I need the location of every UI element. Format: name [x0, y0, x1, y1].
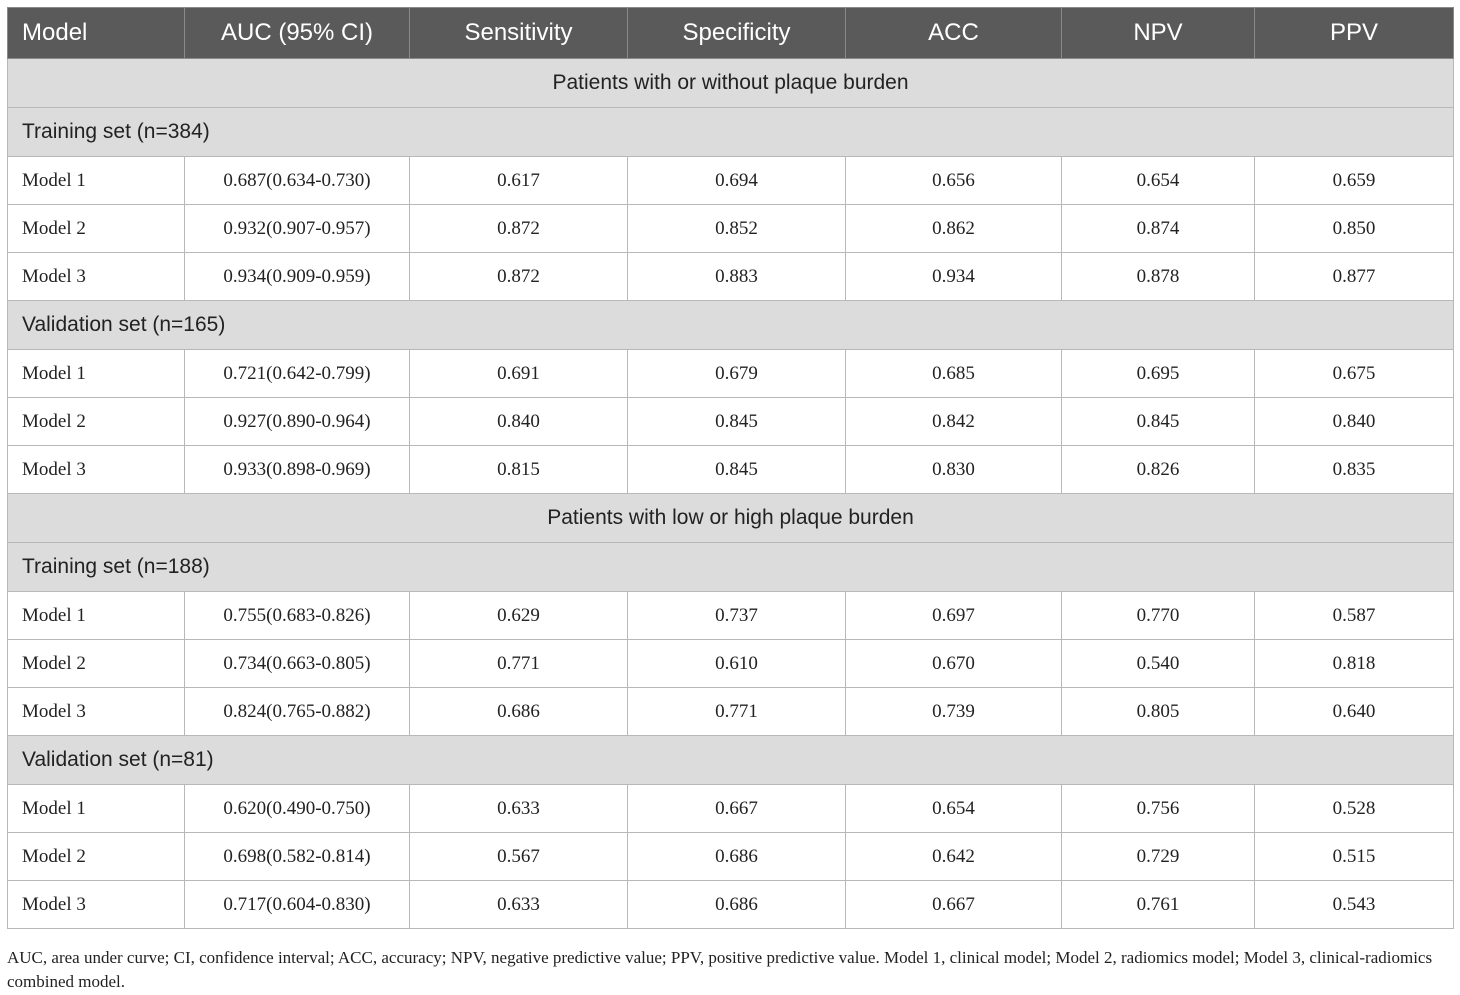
table-cell: 0.862 — [846, 205, 1062, 253]
table-cell: 0.528 — [1255, 785, 1454, 833]
table-cell: 0.883 — [628, 253, 846, 301]
header-row — [8, 8, 1454, 59]
model-performance-table — [7, 7, 1454, 929]
table-cell: 0.697 — [846, 592, 1062, 640]
table-footnote: AUC, area under curve; CI, confidence interval; ACC, accuracy; NPV, negative predictive value; PPV, positive predictive value. Model 1, clinical model; Model 2, radiomics model; Model 3, clinical-radiomics combined model. — [7, 948, 1433, 991]
table-cell: 0.850 — [1255, 205, 1454, 253]
header-ppv: PPV — [1255, 8, 1454, 59]
table-cell: 0.932(0.907-0.957) — [185, 205, 410, 253]
table-cell: Model 1 — [8, 785, 185, 833]
table-cell: 0.755(0.683-0.826) — [185, 592, 410, 640]
table-row — [8, 157, 1454, 205]
table-row — [8, 398, 1454, 446]
table-cell: 0.770 — [1062, 592, 1255, 640]
table-cell: 0.656 — [846, 157, 1062, 205]
header-specificity: Specificity — [628, 8, 846, 59]
table-cell: 0.852 — [628, 205, 846, 253]
table-cell: 0.927(0.890-0.964) — [185, 398, 410, 446]
header-auc: AUC (95% CI) — [185, 8, 410, 59]
header-npv: NPV — [1062, 8, 1255, 59]
table-cell: 0.840 — [1255, 398, 1454, 446]
table-cell: 0.815 — [410, 446, 628, 494]
group-row — [8, 736, 1454, 785]
table-cell: 0.540 — [1062, 640, 1255, 688]
table-cell: 0.642 — [846, 833, 1062, 881]
table-cell: 0.686 — [628, 881, 846, 929]
table-cell: 0.686 — [410, 688, 628, 736]
table-cell: 0.872 — [410, 205, 628, 253]
section-row — [8, 59, 1454, 108]
table-cell: 0.734(0.663-0.805) — [185, 640, 410, 688]
table-cell: 0.826 — [1062, 446, 1255, 494]
table-cell: 0.737 — [628, 592, 846, 640]
table-cell: 0.805 — [1062, 688, 1255, 736]
table-cell: 0.659 — [1255, 157, 1454, 205]
table-cell: 0.874 — [1062, 205, 1255, 253]
table-cell: 0.620(0.490-0.750) — [185, 785, 410, 833]
table-cell: 0.878 — [1062, 253, 1255, 301]
table-cell: 0.877 — [1255, 253, 1454, 301]
table-cell: 0.667 — [846, 881, 1062, 929]
table-cell: 0.824(0.765-0.882) — [185, 688, 410, 736]
table-cell: 0.675 — [1255, 350, 1454, 398]
table-cell: 0.840 — [410, 398, 628, 446]
table-cell: 0.640 — [1255, 688, 1454, 736]
table-cell: 0.670 — [846, 640, 1062, 688]
table-row — [8, 785, 1454, 833]
table-row — [8, 350, 1454, 398]
table-cell: 0.872 — [410, 253, 628, 301]
table-cell: 0.721(0.642-0.799) — [185, 350, 410, 398]
table-cell: 0.633 — [410, 785, 628, 833]
header-sensitivity: Sensitivity — [410, 8, 628, 59]
section-title: Patients with low or high plaque burden — [8, 494, 1454, 543]
table-row — [8, 881, 1454, 929]
table-cell: 0.567 — [410, 833, 628, 881]
table-row — [8, 446, 1454, 494]
table-cell: 0.845 — [628, 446, 846, 494]
table-cell: Model 2 — [8, 640, 185, 688]
table-cell: Model 3 — [8, 446, 185, 494]
group-label: Validation set (n=165) — [8, 301, 1454, 350]
table-cell: 0.543 — [1255, 881, 1454, 929]
table-cell: 0.654 — [1062, 157, 1255, 205]
group-row — [8, 108, 1454, 157]
table-cell: 0.830 — [846, 446, 1062, 494]
table-cell: 0.617 — [410, 157, 628, 205]
table-cell: 0.717(0.604-0.830) — [185, 881, 410, 929]
table-cell: 0.694 — [628, 157, 846, 205]
table-cell: Model 1 — [8, 350, 185, 398]
table-cell: 0.685 — [846, 350, 1062, 398]
table-row — [8, 592, 1454, 640]
table-row — [8, 253, 1454, 301]
section-title: Patients with or without plaque burden — [8, 59, 1454, 108]
table-cell: 0.629 — [410, 592, 628, 640]
table-cell: 0.610 — [628, 640, 846, 688]
table-cell: 0.756 — [1062, 785, 1255, 833]
table-cell: 0.842 — [846, 398, 1062, 446]
table-cell: 0.679 — [628, 350, 846, 398]
table-cell: 0.587 — [1255, 592, 1454, 640]
header-model: Model — [8, 8, 185, 59]
group-label: Validation set (n=81) — [8, 736, 1454, 785]
table-cell: 0.698(0.582-0.814) — [185, 833, 410, 881]
group-row — [8, 301, 1454, 350]
header-acc: ACC — [846, 8, 1062, 59]
table-cell: Model 2 — [8, 398, 185, 446]
table-cell: 0.654 — [846, 785, 1062, 833]
table-cell: 0.771 — [628, 688, 846, 736]
table-cell: Model 1 — [8, 157, 185, 205]
table-cell: 0.729 — [1062, 833, 1255, 881]
table-cell: 0.686 — [628, 833, 846, 881]
table-cell: Model 2 — [8, 833, 185, 881]
group-row — [8, 543, 1454, 592]
table-cell: 0.695 — [1062, 350, 1255, 398]
table-cell: Model 3 — [8, 253, 185, 301]
section-row — [8, 494, 1454, 543]
table-cell: 0.633 — [410, 881, 628, 929]
table-cell: 0.818 — [1255, 640, 1454, 688]
table-cell: 0.934 — [846, 253, 1062, 301]
results-table-container — [7, 7, 1453, 929]
table-cell: Model 1 — [8, 592, 185, 640]
table-cell: Model 2 — [8, 205, 185, 253]
table-cell: 0.845 — [1062, 398, 1255, 446]
table-cell: 0.845 — [628, 398, 846, 446]
table-cell: 0.667 — [628, 785, 846, 833]
table-row — [8, 640, 1454, 688]
table-row — [8, 833, 1454, 881]
table-cell: Model 3 — [8, 881, 185, 929]
table-cell: 0.771 — [410, 640, 628, 688]
table-cell: 0.835 — [1255, 446, 1454, 494]
table-cell: 0.687(0.634-0.730) — [185, 157, 410, 205]
table-body — [8, 59, 1454, 929]
group-label: Training set (n=188) — [8, 543, 1454, 592]
table-cell: Model 3 — [8, 688, 185, 736]
table-row — [8, 205, 1454, 253]
table-cell: 0.739 — [846, 688, 1062, 736]
group-label: Training set (n=384) — [8, 108, 1454, 157]
table-cell: 0.933(0.898-0.969) — [185, 446, 410, 494]
table-cell: 0.515 — [1255, 833, 1454, 881]
table-cell: 0.691 — [410, 350, 628, 398]
table-cell: 0.934(0.909-0.959) — [185, 253, 410, 301]
table-row — [8, 688, 1454, 736]
table-cell: 0.761 — [1062, 881, 1255, 929]
